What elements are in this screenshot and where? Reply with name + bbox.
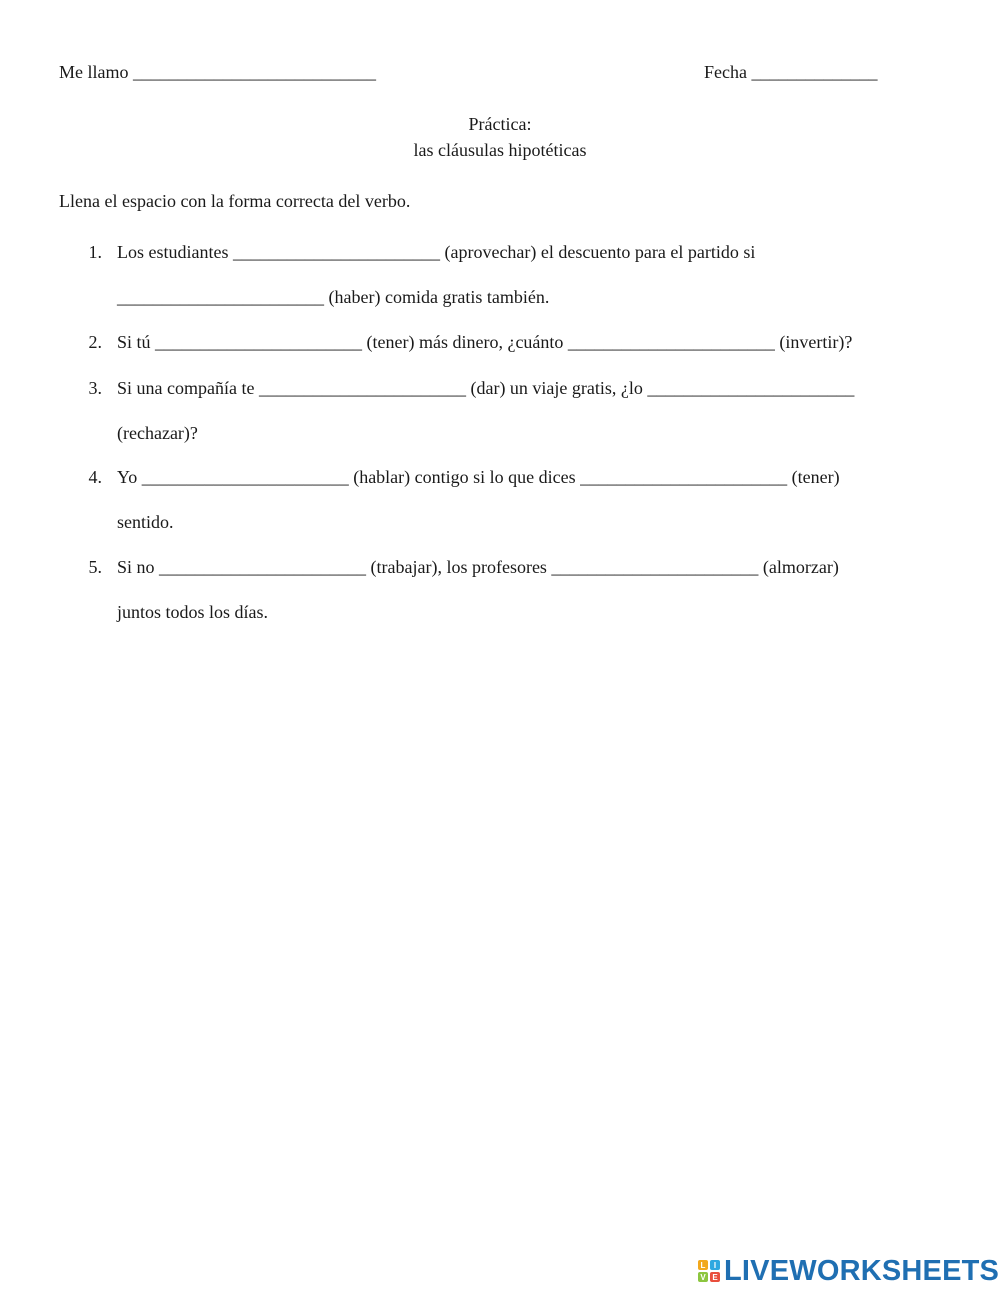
name-field: Me llamo ___________________________: [59, 62, 376, 82]
exercise-line: Si no _______________________ (trabajar), los profesores _______________________ (almorzar): [117, 557, 839, 577]
exercise-line: Los estudiantes _______________________ (aprovechar) el descuento para el partido si: [117, 242, 756, 262]
item-number: 2.: [88, 332, 102, 352]
item-number: 1.: [88, 242, 102, 262]
exercise-line: Si una compañía te _______________________ (dar) un viaje gratis, ¿lo _______________________: [117, 378, 855, 398]
date-field: Fecha ______________: [704, 62, 878, 82]
logo-text: LIVEWORKSHEETS: [724, 1254, 1000, 1287]
logo-tile: L: [698, 1260, 708, 1270]
instructions: Llena el espacio con la forma correcta del verbo.: [59, 191, 411, 211]
exercise-line: _______________________ (haber) comida gratis también.: [117, 287, 550, 307]
exercise-line: (rechazar)?: [117, 423, 198, 443]
page-title: Práctica:: [468, 114, 532, 134]
item-number: 5.: [88, 557, 102, 577]
logo-tile: E: [710, 1272, 720, 1282]
logo-tile: V: [698, 1272, 708, 1282]
liveworksheets-logo: [698, 1254, 1000, 1287]
exercise-line: Si tú _______________________ (tener) más dinero, ¿cuánto _______________________ (invertir)?: [117, 332, 853, 352]
exercise-line: juntos todos los días.: [117, 602, 269, 622]
logo-tile: I: [710, 1260, 720, 1270]
item-number: 4.: [88, 467, 102, 487]
exercise-line: Yo _______________________ (hablar) contigo si lo que dices _______________________ (tener): [117, 467, 840, 487]
exercise-line: sentido.: [117, 512, 174, 532]
item-number: 3.: [88, 378, 102, 398]
page-subtitle: las cláusulas hipotéticas: [413, 140, 587, 160]
liveworksheets-logo-icon: [698, 1260, 720, 1282]
